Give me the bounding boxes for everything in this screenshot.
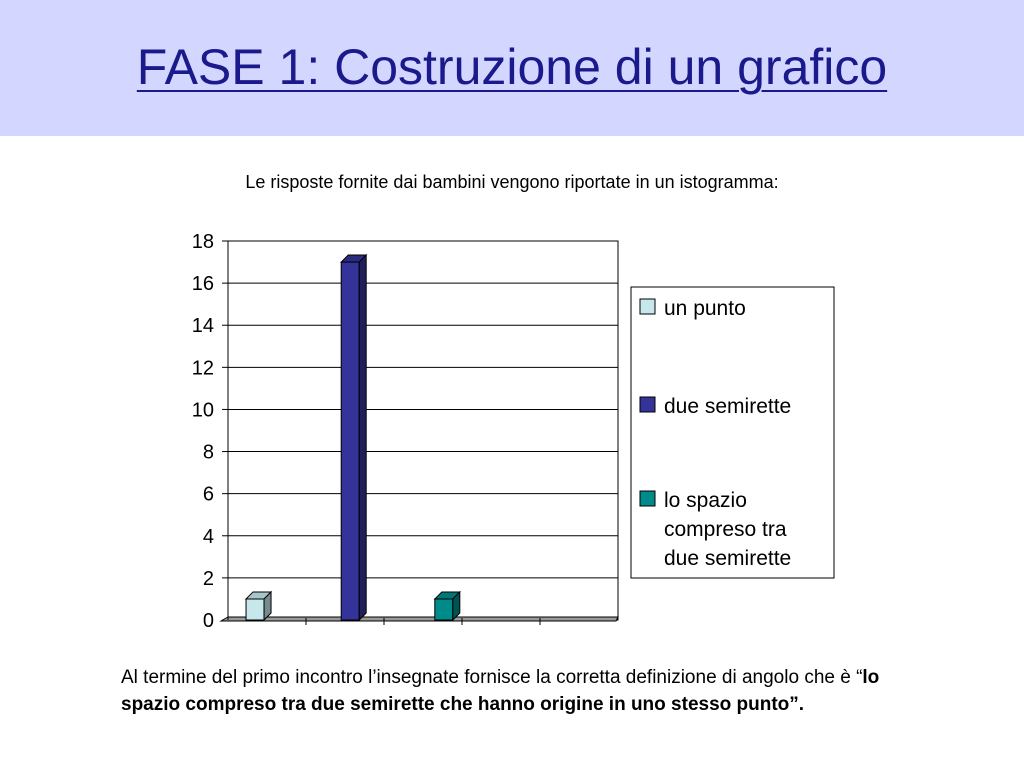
legend-swatch (640, 491, 655, 506)
definition-plain: Al termine del primo incontro l’insegnate fornisce la corretta definizione di angolo che è “ (121, 667, 863, 688)
y-tick-label: 18 (191, 231, 214, 253)
y-tick-label: 2 (202, 567, 214, 590)
bar-side (359, 255, 366, 620)
legend-label: due semirette (664, 547, 792, 570)
legend-swatch (640, 397, 655, 412)
definition-text (121, 664, 891, 718)
y-tick-label: 12 (191, 357, 214, 380)
y-tick-label: 4 (202, 525, 214, 548)
y-tick-label: 14 (191, 315, 214, 338)
legend-label: due semirette (664, 395, 792, 418)
legend-label: compreso tra (664, 518, 787, 541)
plot-area (228, 241, 618, 620)
y-tick-label: 10 (191, 399, 214, 422)
bar-lo-spazio-compreso-tra-due-semirette (435, 599, 453, 620)
definition-bold: lo spazio compreso tra due semirette che hanno origine in uno stesso punto”. (121, 667, 880, 715)
chart-floor (221, 617, 618, 621)
y-tick-label: 16 (191, 273, 214, 296)
legend-label: un punto (664, 297, 746, 320)
y-tick-label: 6 (202, 483, 214, 506)
y-tick-label: 8 (202, 441, 214, 464)
slide-title: FASE 1: Costruzione di un grafico (136, 39, 888, 95)
y-tick-label: 0 (202, 610, 214, 632)
legend-label: lo spazio (664, 489, 747, 512)
bar-un-punto (246, 599, 264, 620)
bar-due-semirette (341, 262, 359, 620)
legend-swatch (640, 299, 655, 314)
intro-text: Le risposte fornite dai bambini vengono riportate in un istogramma: (245, 172, 779, 192)
